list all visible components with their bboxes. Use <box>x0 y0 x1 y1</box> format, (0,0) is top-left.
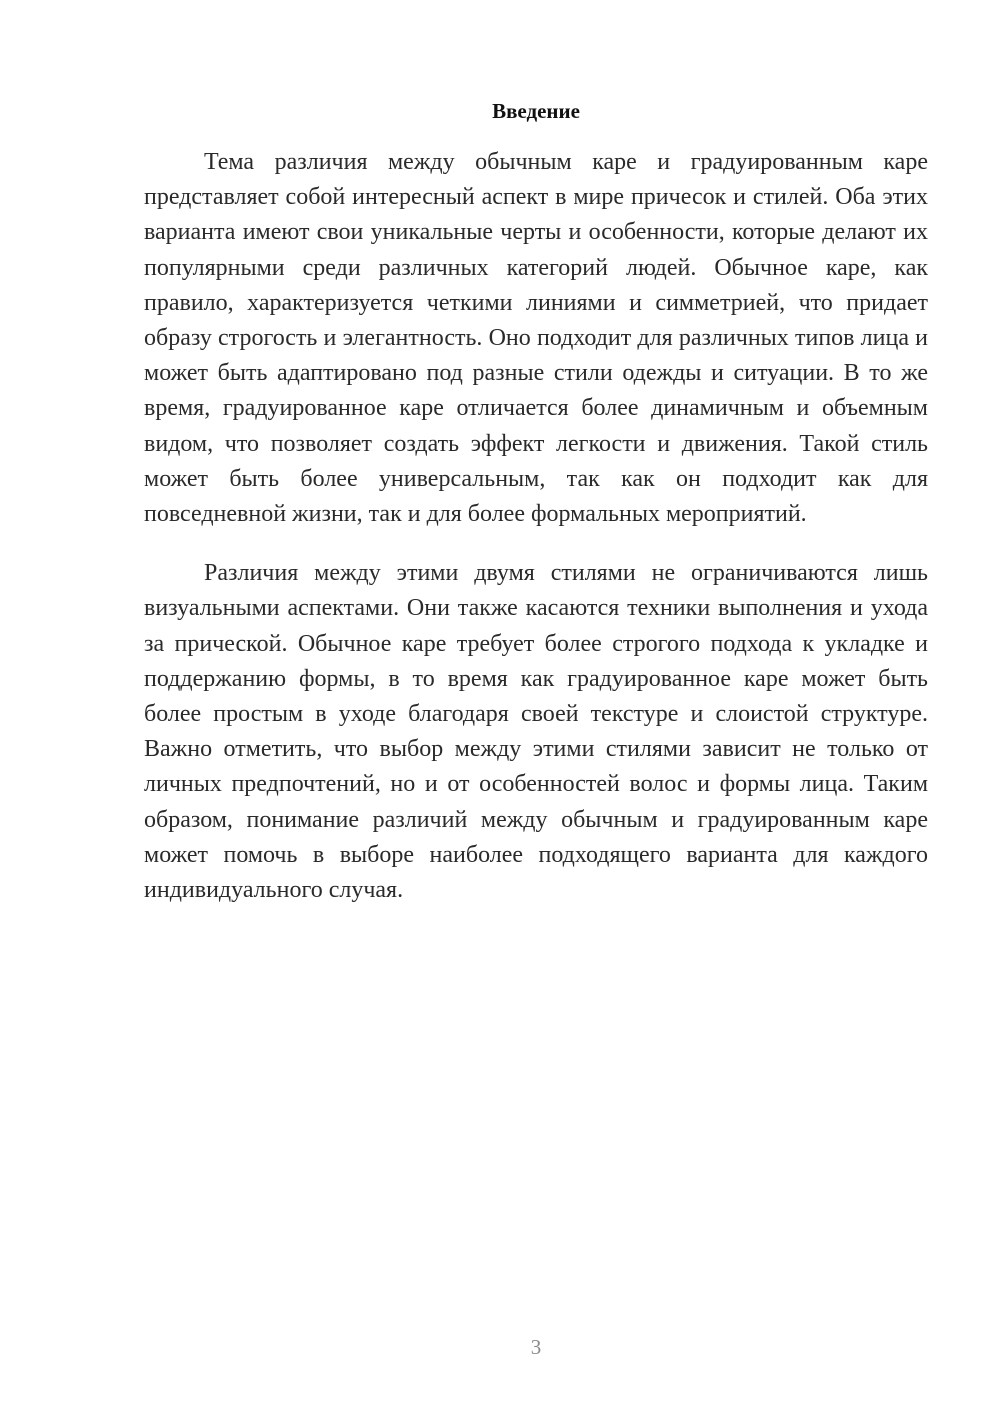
body-text <box>144 145 928 908</box>
paragraph-2: Различия между этими двумя стилями не ограничиваются лишь визуальными аспектами. Они также касаются техники выполнения и ухода за прической. Обычное каре требует более строгого подхода к укладке и поддержанию формы, в то время как градуированное каре может быть более простым в уходе благодаря своей текстуре и слоистой структуре. Важно отметить, что выбор между этими стилями зависит не только от личных предпочтений, но и от особенностей волос и формы лица. Таким образом, понимание различий между обычным и градуированным каре может помочь в выборе наиболее подходящего варианта для каждого индивидуального случая. <box>144 560 928 904</box>
paragraph-1: Тема различия между обычным каре и градуированным каре представляет собой интересный аспект в мире причесок и стилей. Оба этих варианта имеют свои уникальные черты и особенности, которые делают их популярными среди различных категорий людей. Обычное каре, как правило, характеризуется четкими линиями и симметрией, что придает образу строгость и элегантность. Оно подходит для различных типов лица и может быть адаптировано под разные стили одежды и ситуации. В то же время, градуированное каре отличается более динамичным и объемным видом, что позволяет создать эффект легкости и движения. Такой стиль может быть более универсальным, так как он подходит как для повседневной жизни, так и для более формальных мероприятий. <box>144 149 928 528</box>
section-heading: Введение <box>492 99 580 123</box>
page-number: 3 <box>530 1335 542 1359</box>
